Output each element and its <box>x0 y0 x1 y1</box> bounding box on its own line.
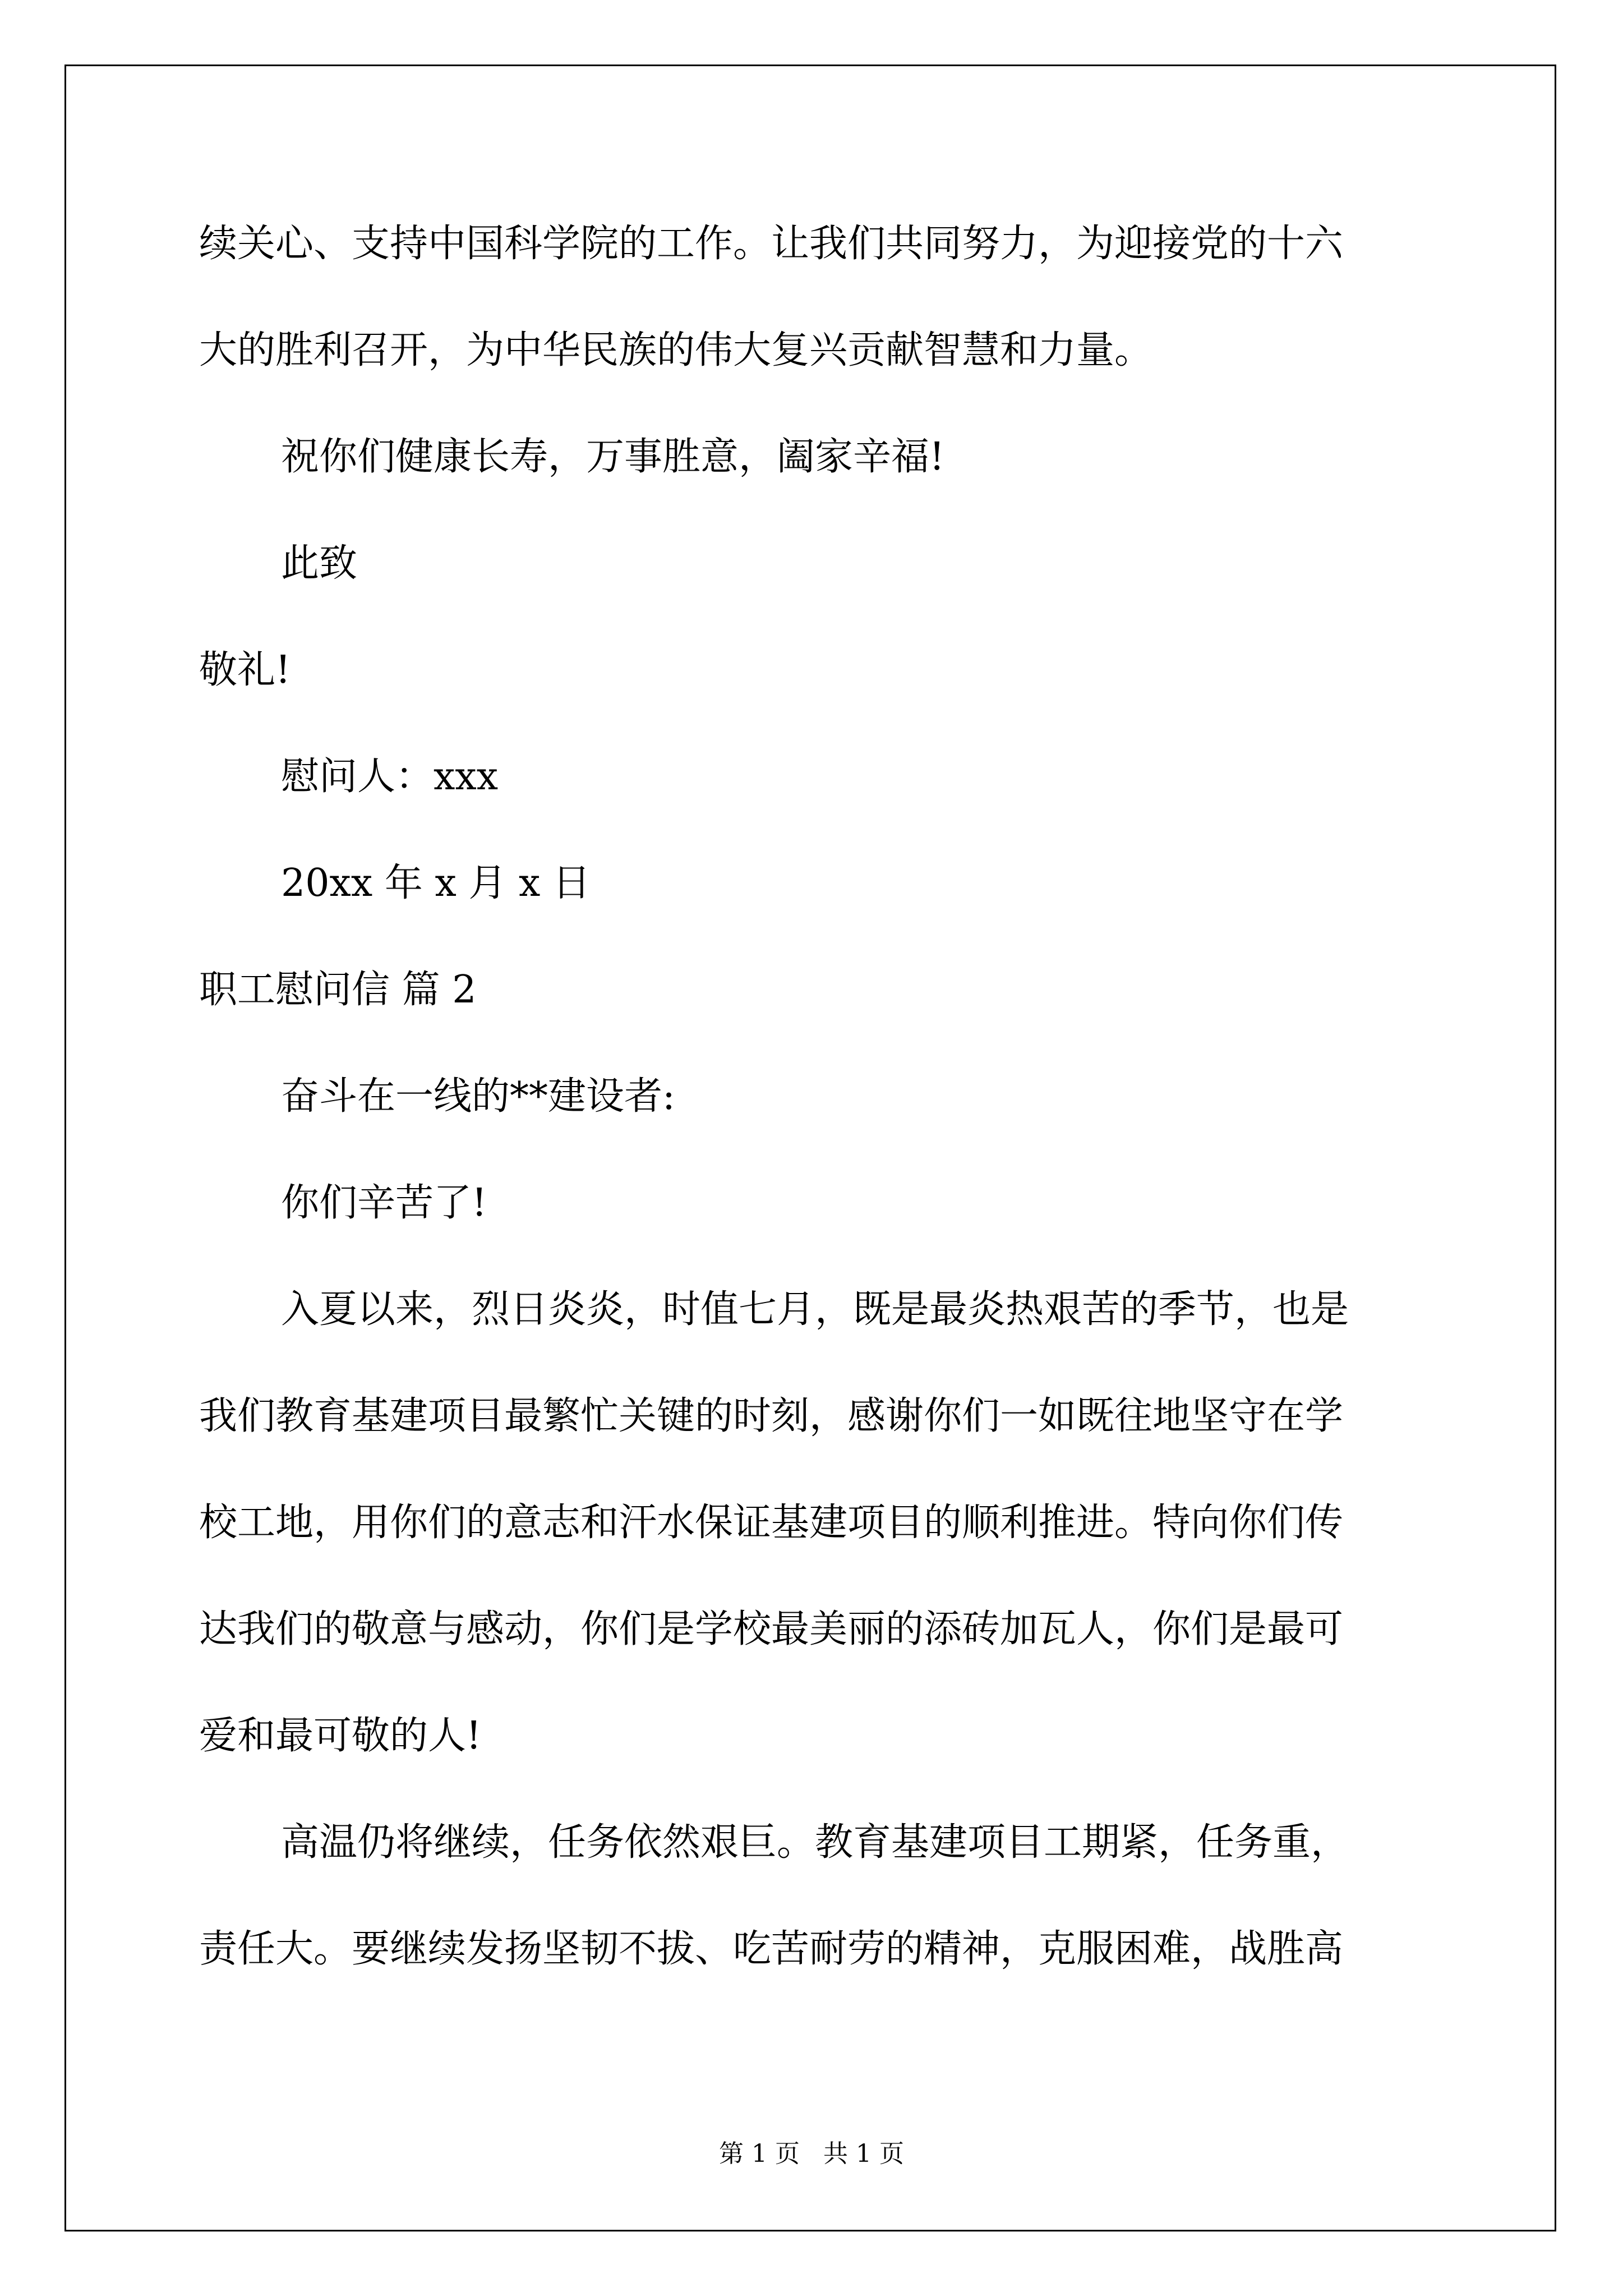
closing-line: 此致 <box>281 541 358 586</box>
text-line: 你们辛苦了! <box>281 1181 487 1225</box>
salutation-line: 敬礼! <box>199 648 291 692</box>
text-line: 责任大。要继续发扬坚韧不拔、吃苦耐劳的精神，克服困难，战胜高 <box>199 1927 1344 1971</box>
greeting-line: 奋斗在一线的**建设者: <box>281 1074 675 1119</box>
page-frame <box>64 65 1556 2231</box>
text-line: 达我们的敬意与感动，你们是学校最美丽的添砖加瓦人，你们是最可 <box>199 1607 1344 1651</box>
page-number-footer: 第 1 页 共 1 页 <box>719 2139 904 2168</box>
section-heading: 职工慰问信 篇 2 <box>199 968 477 1012</box>
text-line: 爱和最可敬的人! <box>199 1714 482 1758</box>
text-line: 我们教育基建项目最繁忙关键的时刻，感谢你们一如既往地坚守在学 <box>199 1394 1344 1438</box>
signature-line: 慰问人：xxx <box>281 754 499 799</box>
text-line: 高温仍将继续，任务依然艰巨。教育基建项目工期紧，任务重， <box>281 1820 1349 1865</box>
text-line: 入夏以来，烈日炎炎，时值七月，既是最炎热艰苦的季节，也是 <box>281 1287 1349 1332</box>
text-line: 祝你们健康长寿，万事胜意，阖家辛福! <box>281 435 945 479</box>
text-line: 大的胜利召开，为中华民族的伟大复兴贡献智慧和力量。 <box>199 328 1153 372</box>
date-line: 20xx 年 x 月 x 日 <box>281 861 591 905</box>
text-line: 续关心、支持中国科学院的工作。让我们共同努力，为迎接党的十六 <box>199 222 1344 266</box>
text-line: 校工地，用你们的意志和汗水保证基建项目的顺利推进。特向你们传 <box>199 1501 1344 1545</box>
